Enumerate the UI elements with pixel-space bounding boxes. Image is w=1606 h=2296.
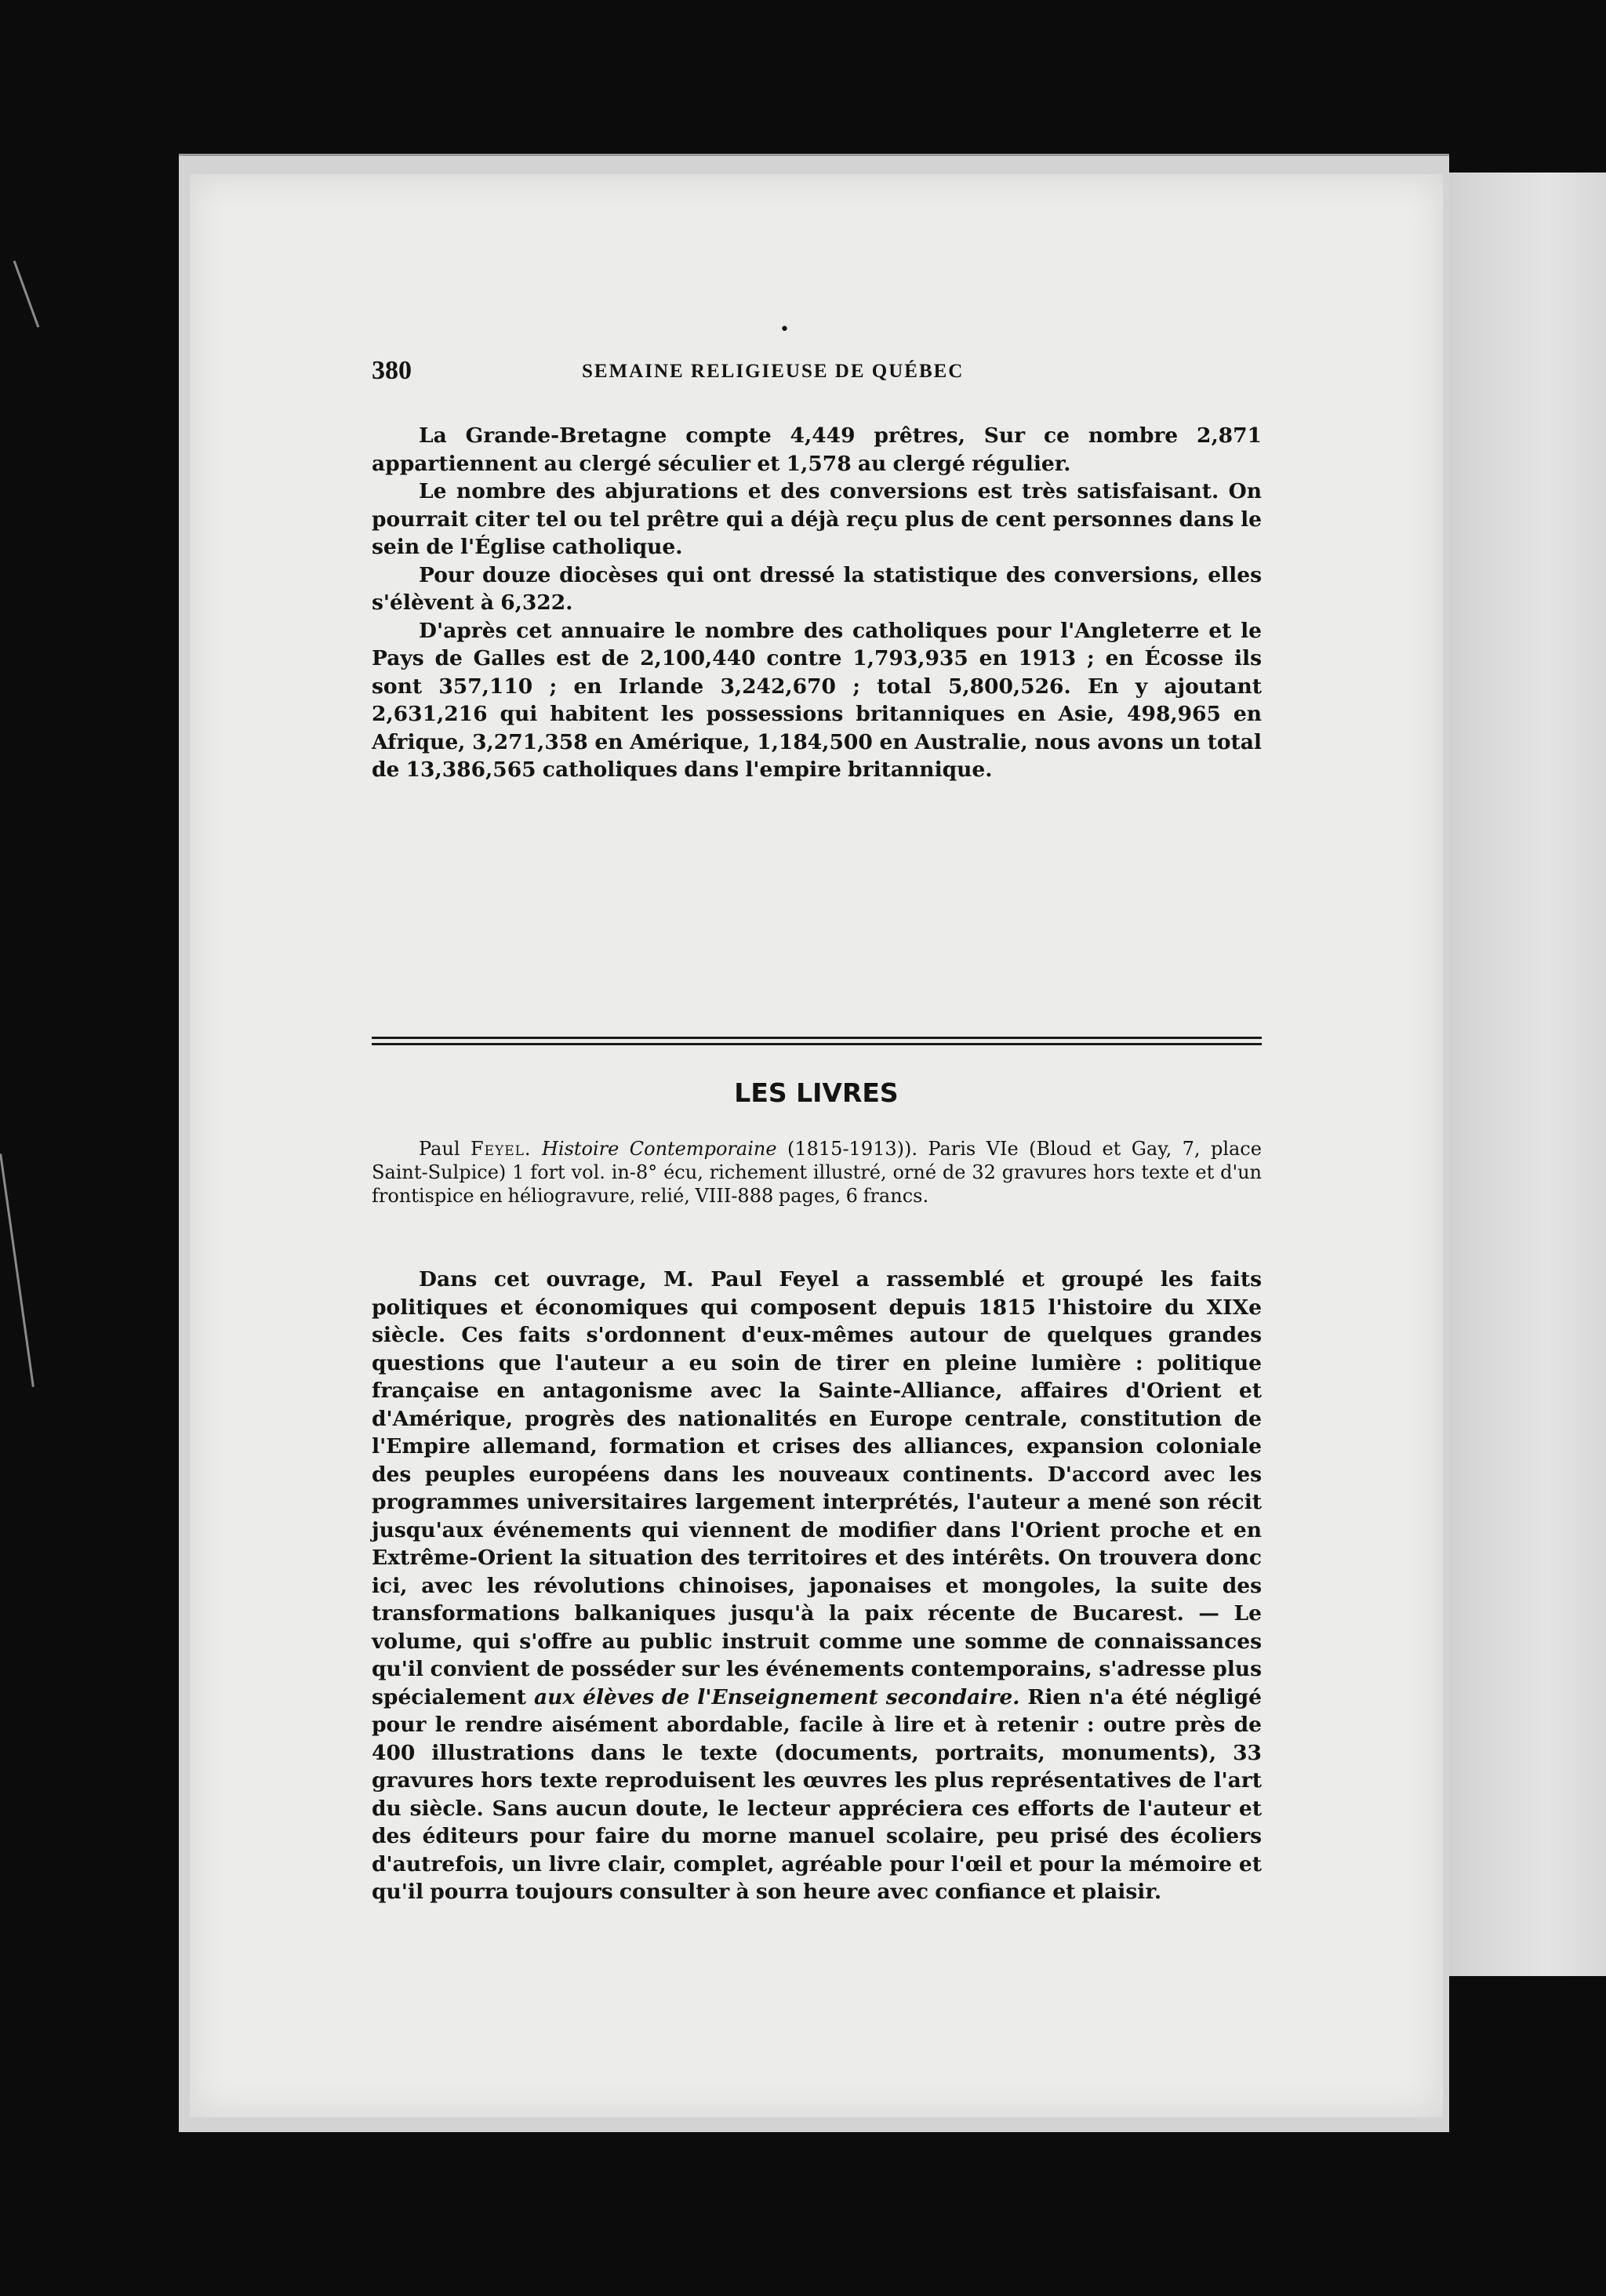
book-review — [372, 1266, 1262, 1906]
section-title: LES LIVRES — [734, 1077, 899, 1108]
book-details: (1815-1913)). Paris VIe (Bloud et Gay, 7, place Saint-Sulpice) 1 fort vol. in-8° écu, richement illustré, orné de 32 gravures hors texte et d'un frontispice en héliogravure, relié, VIII-888 pages, 6 francs. — [372, 1138, 1262, 1207]
review-paragraph — [372, 1266, 1262, 1906]
page-number: 380 — [372, 356, 412, 385]
book-reference — [372, 1137, 1262, 1208]
paragraph: Le nombre des abjurations et des conversions est très satisfaisant. On pourrait citer tel ou tel prêtre qui a déjà reçu plus de cent personnes dans le sein de l'Église catholique. — [372, 479, 1262, 559]
intro-statistics — [372, 422, 1262, 784]
adjacent-page-edge — [1435, 173, 1606, 1976]
running-head — [190, 356, 1443, 387]
paragraph: D'après cet annuaire le nombre des catholiques pour l'Angleterre et le Pays de Galles est de 2,100,440 contre 1,793,935 en 1913 ; en Écosse ils sont 357,110 ; en Irlande 3,242,670 ; total 5,800,526. En y ajoutant 2,631,216 qui habitent les possessions britanniques en Asie, 498,965 en Afrique, 3,271,358 en Amérique, 1,184,500 en Australie, nous avons un total de 13,386,565 catholiques dans l'empire britannique. — [372, 618, 1262, 782]
page-dot-mark: • — [779, 320, 790, 340]
review-emphasis: aux élèves de l'Enseignement secondaire. — [533, 1684, 1020, 1709]
author-first-name: Paul — [419, 1138, 460, 1160]
paragraph: Pour douze diocèses qui ont dressé la statistique des conversions, elles s'élèvent à 6,322. — [372, 562, 1262, 615]
scan-mark-lower-left — [0, 1153, 35, 1386]
document-page — [190, 174, 1443, 2117]
book-title: Histoire Contemporaine — [541, 1138, 777, 1160]
review-text-2: Rien n'a été négligé pour le rendre aisément abordable, facile à lire et à retenir : outre près de 400 illustrations dans le texte (documents, portraits, monuments), 33 gravures hors texte reproduisent les œuvres les plus représentatives de l'art du siècle. Sans aucun doute, le lecteur appréciera ces efforts de l'auteur et des éditeurs pour faire du morne manuel scolaire, peu prisé des écoliers d'autrefois, un livre clair, complet, agréable pour l'œil et pour la mémoire et qu'il pourra toujours consulter à son heure avec confiance et plaisir. — [372, 1684, 1262, 1904]
section-divider-top — [372, 1037, 1262, 1039]
section-divider-bottom — [372, 1043, 1262, 1045]
journal-title: SEMAINE RELIGIEUSE DE QUÉBEC — [582, 361, 965, 382]
author-last-name: Feyel. — [470, 1138, 532, 1160]
paragraph: La Grande-Bretagne compte 4,449 prêtres, Sur ce nombre 2,871 appartiennent au clergé séculier et 1,578 au clergé régulier. — [372, 423, 1262, 476]
review-text-1: Dans cet ouvrage, M. Paul Feyel a rassemblé et groupé les faits politiques et économiques qui composent depuis 1815 l'histoire du XIXe siècle. Ces faits s'ordonnent d'eux-mêmes autour de quelques grandes questions que l'auteur a eu soin de tirer en pleine lumière : politique française en antagonisme avec la Sainte-Alliance, affaires d'Orient et d'Amérique, progrès des nationalités en Europe centrale, constitution de l'Empire allemand, formation et crises des alliances, expansion coloniale des peuples européens dans les nouveaux continents. D'accord avec les programmes universitaires largement interprétés, l'auteur a mené son récit jusqu'aux événements qui viennent de modifier dans l'Orient proche et en Extrême-Orient la situation des territoires et des intérêts. On trouvera donc ici, avec les révolutions chinoises, japonaises et mongoles, la suite des transformations balkaniques jusqu'à la paix récente de Bucarest. — Le volume, qui s'offre au public instruit comme une somme de connaissances qu'il convient de posséder sur les événements contemporains, s'adresse plus spécialement — [372, 1267, 1262, 1709]
scan-mark-left — [13, 260, 40, 328]
